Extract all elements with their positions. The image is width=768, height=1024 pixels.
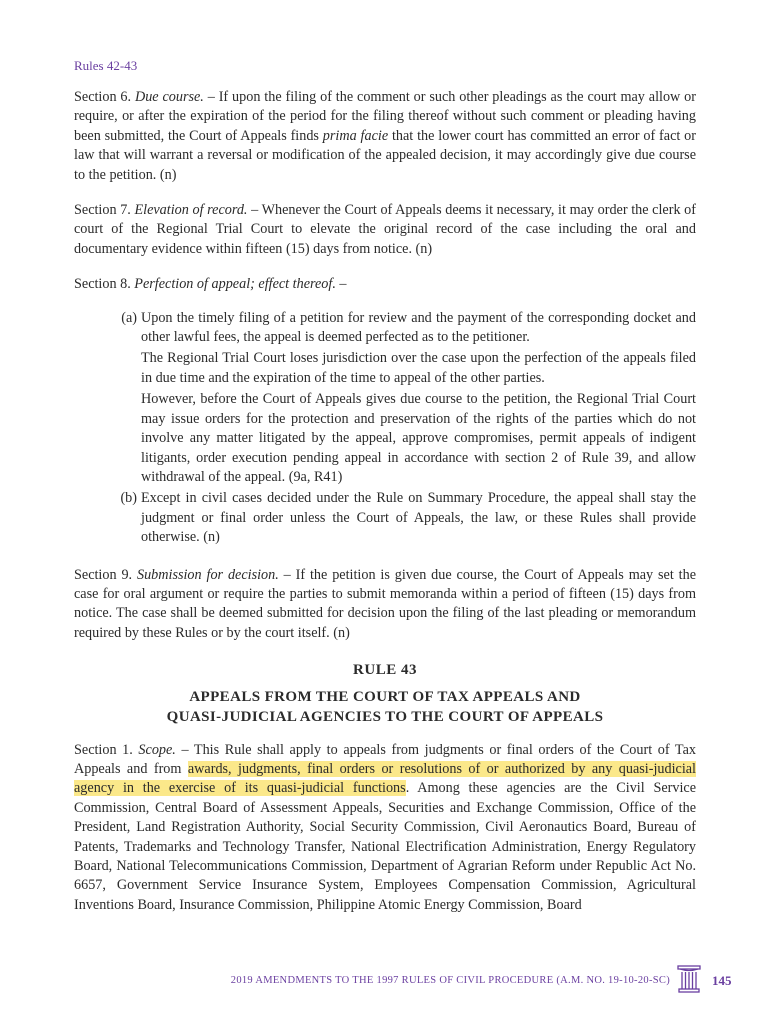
highlighted-text: awards, judgments, final orders or resolutions of or authorized by any quasi-judicial agency in the exercise of its quasi-judicial functions — [74, 760, 697, 797]
section-label: Section 6. — [74, 89, 132, 105]
rule-subheading — [74, 687, 696, 727]
section-label: Section 9. — [74, 566, 133, 583]
list-marker: (a) — [121, 309, 137, 326]
section-8 — [74, 275, 696, 294]
footer-title: 2019 AMENDMENTS TO THE 1997 RULES OF CIVIL PROCEDURE (A.M. NO. 19-10-20-SC) — [230, 975, 670, 986]
running-head: Rules 42-43 — [74, 58, 138, 73]
section-9 — [74, 566, 696, 644]
section-7 — [74, 201, 696, 259]
section-text: – — [335, 276, 347, 293]
section-title: Scope. — [138, 741, 176, 758]
section-title: Elevation of record. — [134, 202, 248, 219]
section-text: – If upon the filing of the comment or such other pleadings as the court may allow or require, or after the expiration of the period for the filing thereof without such comment or pleading having been submitted, the Court of Appeals finds — [74, 89, 696, 144]
section-title: Submission for decision. — [136, 566, 279, 583]
section-8-items — [74, 309, 696, 550]
section-label: Section 1. — [74, 741, 133, 758]
section-text: – Whenever the Court of Appeals deems it necessary, it may order the clerk of court of the Regional Trial Court to elevate the original record of the case including the oral and documentary evidence within fifteen (15) days from notice. (n) — [74, 202, 696, 257]
rule-subheading-line: QUASI-JUDICIAL AGENCIES TO THE COURT OF APPEALS — [166, 708, 604, 725]
rule-subheading-line: APPEALS FROM THE COURT OF TAX APPEALS AND — [189, 688, 581, 705]
section-text: – If the petition is given due course, the Court of Appeals may set the case for oral argument or require the parties to submit memoranda within a period of fifteen (15) days from notice. The case shall be deemed submitted for decision upon the filing of the last pleading or memorandum required by these Rules or by the court itself. (n) — [74, 566, 696, 641]
section-title: Due course. — [134, 89, 204, 105]
pillar-icon — [676, 964, 702, 994]
section-label: Section 7. — [74, 202, 131, 219]
list-item — [74, 309, 696, 490]
page-footer — [0, 972, 768, 996]
section-emphasis: prima facie — [322, 127, 389, 144]
list-marker: (b) — [120, 490, 137, 507]
list-item — [74, 489, 696, 549]
list-paragraph: However, before the Court of Appeals gives due course to the petition, the Regional Trial Court may issue orders for the protection and preservation of the rights of the parties which do not involve any matter litigated by the appeal, approve compromises, permit appeals of indigent litigants, order execution pending appeal in accordance with section 2 of Rule 39, and allow withdrawal of the appeal. (9a, R41) — [141, 391, 696, 485]
rule-heading: RULE 43 — [353, 662, 417, 679]
section-label: Section 8. — [74, 276, 131, 293]
section-text: that the lower court has committed an error of fact or law that will warrant a reversal or modification of the appealed decision, it may accordingly give due course to the petition. (n) — [74, 127, 696, 183]
list-paragraph: Except in civil cases decided under the Rule on Summary Procedure, the appeal shall stay the judgment or final order unless the Court of Appeals, the law, or these Rules shall provide otherwise. (n) — [141, 490, 696, 546]
page-number: 145 — [712, 973, 732, 988]
section-text: – This Rule shall apply to appeals from judgments or final orders of the Court of Tax Appeals and from — [74, 741, 696, 777]
section-text: . Among these agencies are the Civil Service Commission, Central Board of Assessment Appeals, Securities and Exchange Commission, Office of the President, Land Registration Authority, Social Security Commission, Civil Aeronautics Board, Bureau of Patents, Trademarks and Technology Transfer, National Electrification Administration, Energy Regulatory Board, National Telecommunications Commission, Department of Agrarian Reform under Republic Act No. 6657, Government Service Insurance System, Employees Compensation Commission, Agricultural Inventions Board, Insurance Commission, Philippine Atomic Energy Commission, Board — [74, 780, 696, 913]
page-content — [74, 88, 696, 931]
list-paragraph: The Regional Trial Court loses jurisdiction over the case upon the perfection of the appeals filed in due time and the expiration of the time to appeal of the other parties. — [141, 350, 696, 386]
list-paragraph: Upon the timely filing of a petition for review and the payment of the corresponding docket and other lawful fees, the appeal is deemed perfected as to the petitioner. — [141, 309, 696, 346]
section-title: Perfection of appeal; effect thereof. — [134, 276, 336, 293]
rule43-section-1 — [74, 741, 696, 916]
section-6 — [74, 88, 696, 185]
